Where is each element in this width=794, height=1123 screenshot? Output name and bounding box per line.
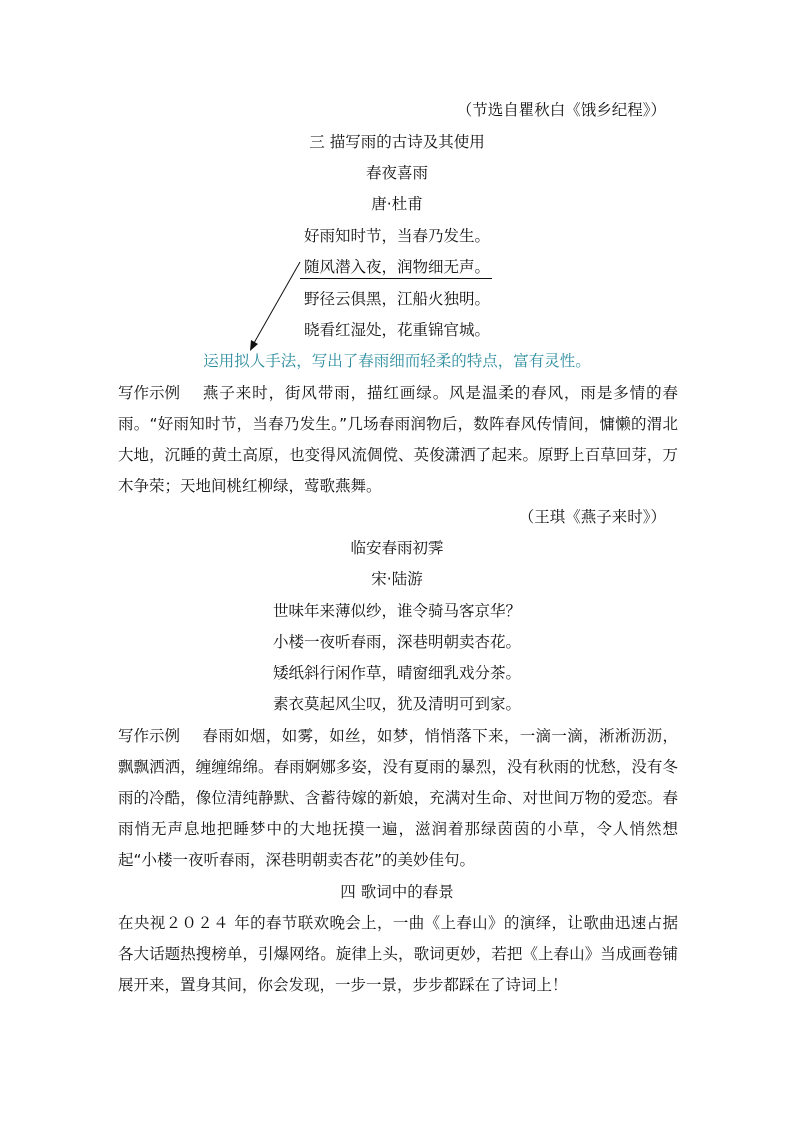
poem-2-line-3: 矮纸斜行闲作草，晴窗细乳戏分茶。 [272, 664, 521, 682]
poem-line-underline [300, 278, 492, 279]
writing-example-1-text: 燕子来时，街风带雨，描红画绿。风是温柔的春风，雨是多情的春雨。“好雨知时节，当春乃发生。”几场春雨润物后，数阵春风传情间，慵懒的渭北大地，沉睡的黄土高原，也变得风流倜傥、英俊潇洒了起来。原野上百草回芽，万木争荣；天地间桃红柳绿，莺歌燕舞。 [118, 384, 678, 495]
source-citation-2: （王琪《燕子来时》） [518, 508, 666, 526]
writing-example-1 [118, 378, 678, 502]
writing-example-2 [118, 721, 678, 876]
poem-2-line-4: 素衣莫起风尘叹，犹及清明可到家。 [272, 695, 521, 713]
poem-1-line-4: 晓看红湿处，花重锦官城。 [303, 321, 490, 339]
section-4-heading: 四 歌词中的春景 [340, 883, 454, 901]
poem-1-author: 唐·杜甫 [371, 195, 423, 213]
poem-1-annotation: 运用拟人手法，写出了春雨细而轻柔的特点，富有灵性。 [203, 352, 591, 370]
poem-1-line-3: 野径云俱黑，江船火独明。 [303, 290, 490, 308]
source-citation-1: （节选自瞿秋白《饿乡纪程》） [456, 101, 666, 119]
section-4-paragraph: 在央视２０２４ 年的春节联欢晚会上，一曲《上春山》的演绎，让歌曲迅速占据各大话题热搜榜单，引爆网络。旋律上头，歌词更妙，若把《上春山》当成画卷铺展开来，置身其间，你会发现，一步一景，步步都踩在了诗词上！ [118, 914, 678, 994]
writing-example-2-text: 春雨如烟，如雾，如丝，如梦，悄悄落下来，一滴一滴，淅淅沥沥，飘飘洒洒，缠缠绵绵。春雨婀娜多姿，没有夏雨的暴烈，没有秋雨的忧愁，没有冬雨的冷酷，像位清纯静默、含蓄待嫁的新娘，充满对生命、对世间万物的爱恋。春雨悄无声息地把睡梦中的大地抚摸一遍，滋润着那绿茵茵的小草，令人悄然想起“小楼一夜听春雨，深巷明朝卖杏花”的美妙佳句。 [118, 727, 678, 869]
poem-1-line-2: 随风潜入夜，润物细无声。 [303, 258, 490, 276]
poem-2-author: 宋·陆游 [371, 570, 423, 588]
writing-example-2-label: 写作示例 [118, 727, 181, 745]
section-3-heading: 三 描写雨的古诗及其使用 [309, 133, 485, 151]
poem-2-title: 临安春雨初霁 [350, 539, 444, 557]
poem-2-line-2: 小楼一夜听春雨，深巷明朝卖杏花。 [272, 633, 521, 651]
poem-1-line-1: 好雨知时节，当春乃发生。 [303, 227, 490, 245]
poem-2-line-1: 世味年来薄似纱，谁令骑马客京华？ [272, 602, 521, 620]
writing-example-1-label: 写作示例 [118, 384, 181, 402]
poem-1-title: 春夜喜雨 [365, 164, 428, 182]
